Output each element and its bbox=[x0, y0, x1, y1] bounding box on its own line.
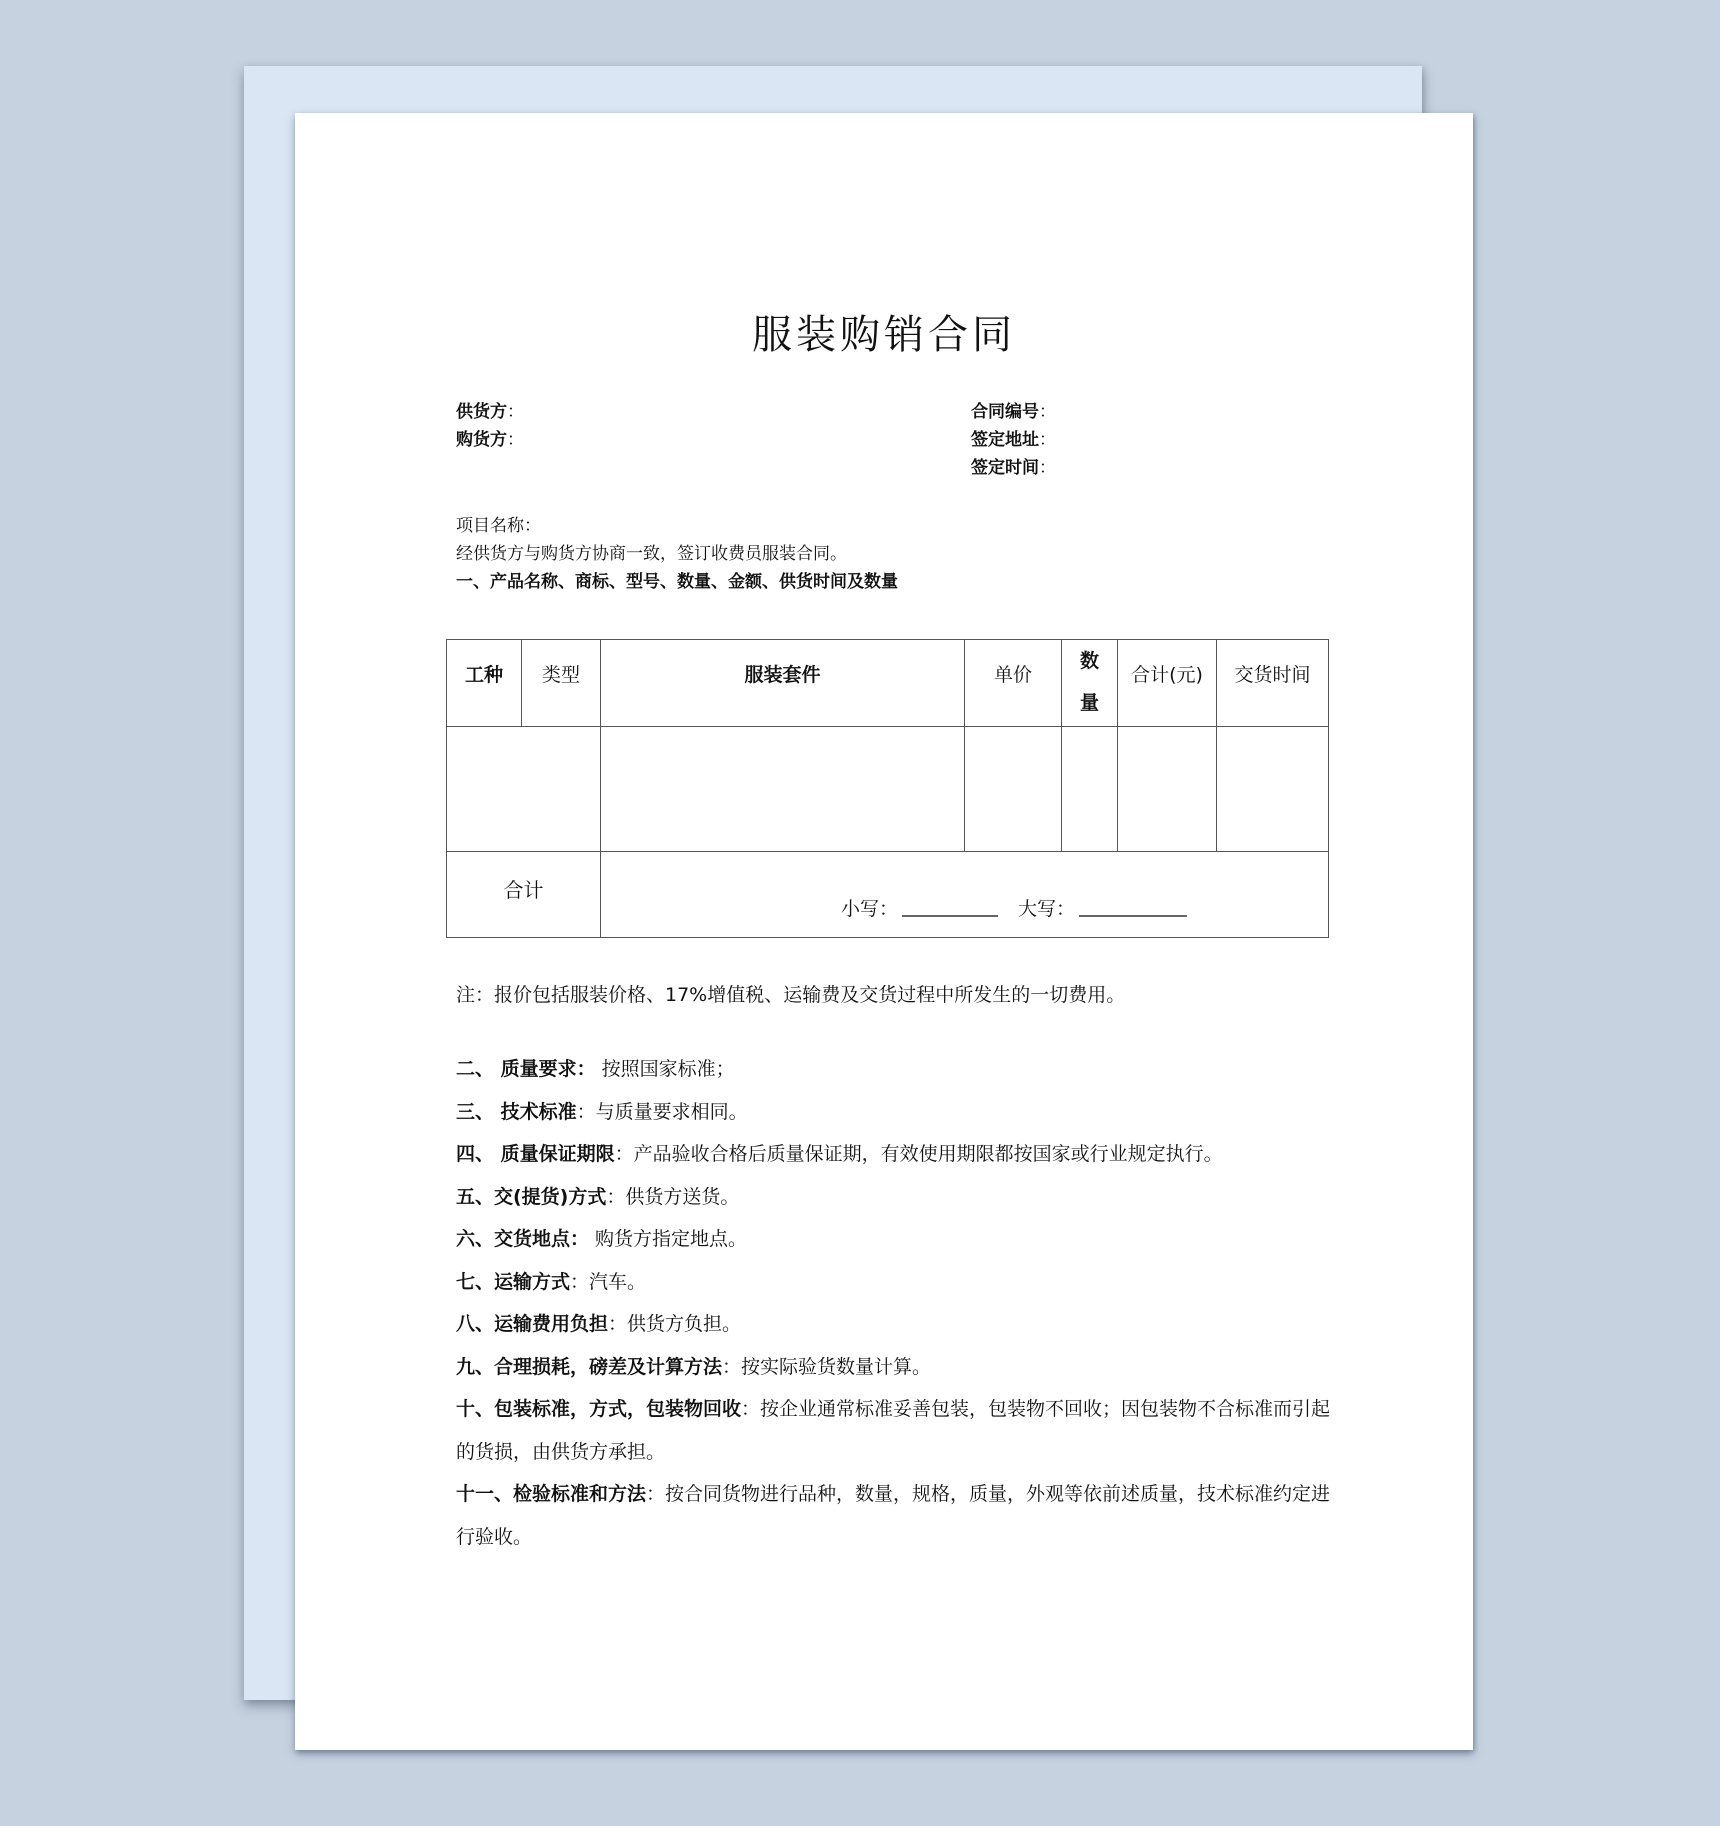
signing-address-field[interactable] bbox=[971, 426, 1056, 454]
meta-right bbox=[971, 398, 1056, 482]
table-row bbox=[447, 727, 1329, 852]
header-cell-garment-set: 服装套件 bbox=[601, 640, 965, 727]
uppercase-amount-blank[interactable] bbox=[1079, 915, 1187, 917]
total-label: 合计 bbox=[503, 878, 544, 902]
price-note: 注：报价包括服装价格、17%增值税、运输费及交货过程中所发生的一切费用。 bbox=[456, 984, 1126, 1006]
table-cell-garment-set[interactable] bbox=[601, 727, 965, 852]
buyer-field[interactable] bbox=[456, 426, 524, 454]
header-cell-unit-price: 单价 bbox=[965, 640, 1062, 727]
separator: ： bbox=[1039, 402, 1056, 422]
product-table bbox=[446, 639, 1329, 938]
signing-time-field[interactable] bbox=[971, 454, 1056, 482]
separator: ： bbox=[1039, 430, 1056, 450]
section-one-heading: 一、产品名称、商标、型号、数量、金额、供货时间及数量 bbox=[456, 572, 898, 592]
header-cell-job-type: 工种 bbox=[447, 640, 522, 727]
contract-number-label: 合同编号 bbox=[971, 402, 1039, 422]
clause-delivery-location: 六、交货地点： 购货方指定地点。 bbox=[456, 1228, 748, 1250]
lowercase-amount-blank[interactable] bbox=[902, 915, 998, 917]
clause-loss-calculation: 九、合理损耗，磅差及计算方法：按实际验货数量计算。 bbox=[456, 1355, 932, 1378]
project-name-field[interactable]: 项目名称： bbox=[456, 516, 541, 536]
clause-delivery-method: 五、交(提货)方式：供货方送货。 bbox=[456, 1185, 740, 1208]
total-label-cell bbox=[447, 852, 601, 938]
clause-technical-standard: 三、 技术标准：与质量要求相同。 bbox=[456, 1100, 748, 1123]
header-cell-total-yuan: 合计(元) bbox=[1118, 640, 1217, 727]
table-header-row bbox=[447, 640, 1329, 727]
signing-time-label: 签定时间 bbox=[971, 458, 1039, 478]
table-cell-unit-price[interactable] bbox=[965, 727, 1062, 852]
document-page bbox=[295, 113, 1473, 1750]
meta-left bbox=[456, 398, 524, 454]
supplier-label: 供货方 bbox=[456, 402, 507, 422]
buyer-label: 购货方 bbox=[456, 430, 507, 450]
lowercase-label: 小写： bbox=[841, 898, 899, 920]
header-cell-quantity: 数 量 bbox=[1062, 640, 1118, 727]
table-cell-delivery-time[interactable] bbox=[1217, 727, 1329, 852]
uppercase-label: 大写： bbox=[1018, 898, 1076, 920]
clause-inspection: 十一、检验标准和方法：按合同货物进行品种，数量，规格，质量，外观等依前述质量，技术标准约定进行验收。 bbox=[456, 1483, 1331, 1548]
total-amount-cell bbox=[601, 852, 1329, 938]
clause-transport-cost: 八、运输费用负担：供货方负担。 bbox=[456, 1313, 742, 1335]
clause-packaging: 十、包装标准，方式，包装物回收：按企业通常标准妥善包装，包装物不回收；因包装物不合标准而引起的货损，由供货方承担。 bbox=[456, 1398, 1331, 1463]
table-cell-quantity[interactable] bbox=[1062, 727, 1118, 852]
signing-address-label: 签定地址 bbox=[971, 430, 1039, 450]
contract-number-field[interactable] bbox=[971, 398, 1056, 426]
clause-transport-mode: 七、运输方式：汽车。 bbox=[456, 1270, 647, 1293]
separator: ： bbox=[507, 430, 524, 450]
table-cell-total[interactable] bbox=[1118, 727, 1217, 852]
header-cell-category: 类型 bbox=[522, 640, 601, 727]
header-cell-delivery-time: 交货时间 bbox=[1217, 640, 1329, 727]
separator: ： bbox=[1039, 458, 1056, 478]
clause-quality-requirements: 二、 质量要求： 按照国家标准； bbox=[456, 1058, 735, 1080]
intro-block bbox=[456, 512, 898, 596]
separator: ： bbox=[507, 402, 524, 422]
table-cell-job-category[interactable] bbox=[447, 727, 601, 852]
clause-warranty-period: 四、 质量保证期限：产品验收合格后质量保证期，有效使用期限都按国家或行业规定执行。 bbox=[456, 1143, 1223, 1165]
document-title: 服装购销合同 bbox=[752, 312, 1016, 358]
supplier-field[interactable] bbox=[456, 398, 524, 426]
clause-list bbox=[456, 1048, 1336, 1558]
table-total-row bbox=[447, 852, 1329, 938]
intro-text: 经供货方与购货方协商一致，签订收费员服装合同。 bbox=[456, 544, 847, 564]
amounts-line bbox=[841, 894, 1193, 921]
